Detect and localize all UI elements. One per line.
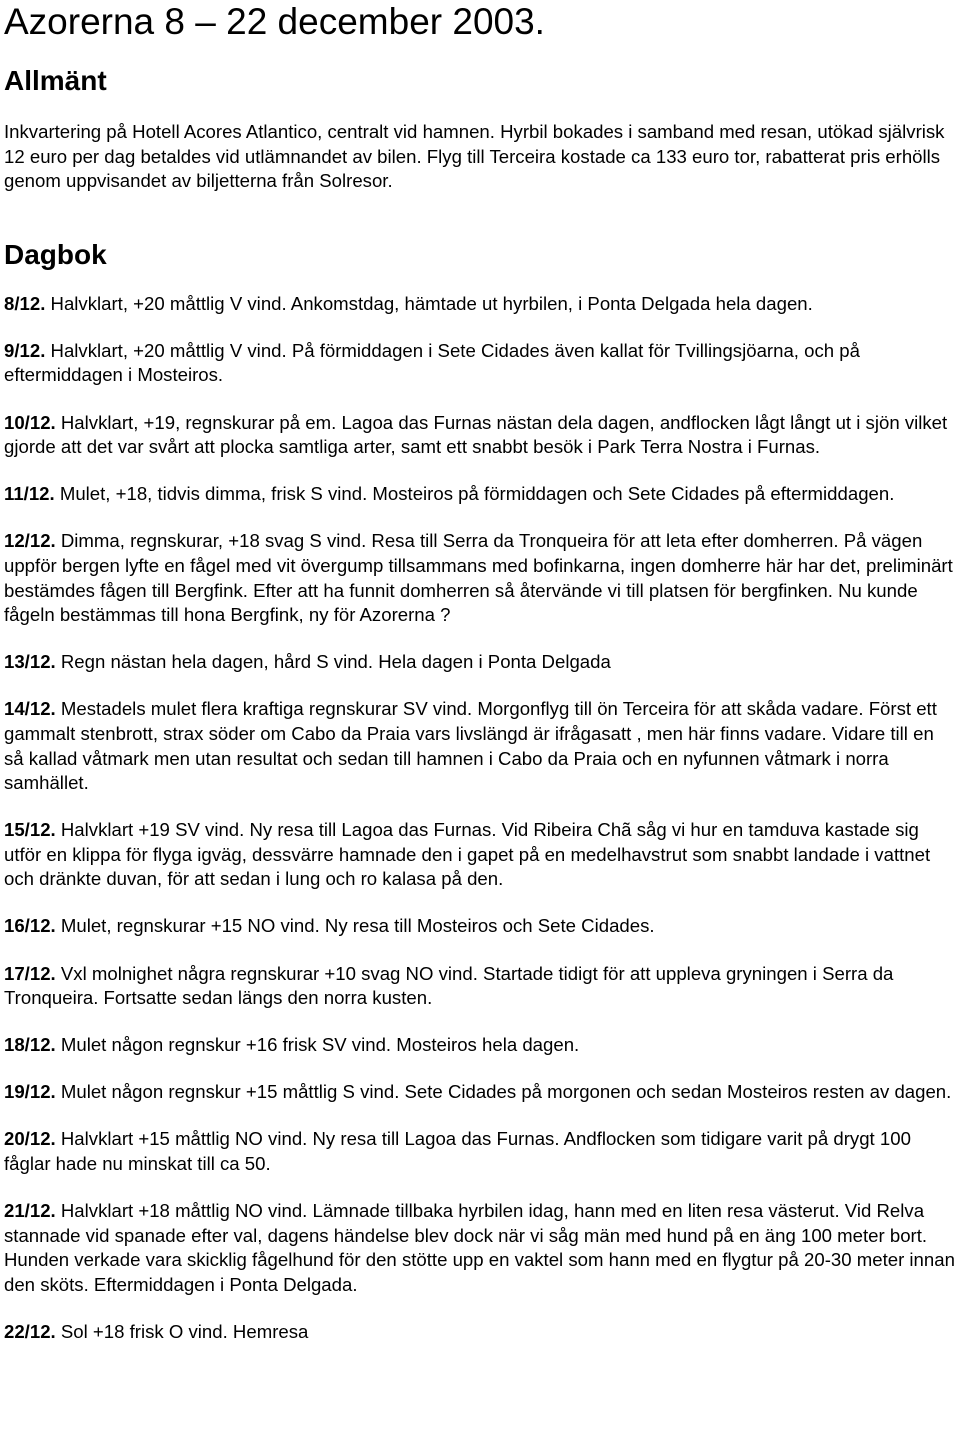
entry-date: 8/12. [4, 292, 46, 314]
entry-date: 18/12. [4, 1034, 56, 1056]
entry-text: Vxl molnighet några regnskurar +10 svag NO vind. Startade tidigt för att uppleva gryningen i Serra da Tronqueira. Fortsatte sedan längs den norra kusten. [4, 962, 894, 1009]
entry-date: 14/12. [4, 698, 56, 720]
entry-date: 19/12. [4, 1081, 56, 1103]
diary-entry [4, 697, 956, 795]
entry-text: Halvklart, +19, regnskurar på em. Lagoa das Furnas nästan dela dagen, andflocken lågt långt ut i sjön vilket gjorde att det var svårt att plocka samtliga arter, samt ett snabbt besök i Park Terra Nostra i Furnas. [4, 411, 948, 458]
entry-date: 13/12. [4, 651, 56, 673]
entry-text: Halvklart +19 SV vind. Ny resa till Lagoa das Furnas. Vid Ribeira Chã såg vi hur en tamduva kastade sig utför en klippa för flyga igväg, dessvärre hamnade den i gapet på en medelhavstrut som snabbt landade i vattnet och dränkte duvan, för att sedan i lung och ro kalasa på den. [4, 819, 931, 890]
entry-text: Mulet någon regnskur +16 frisk SV vind. Mosteiros hela dagen. [55, 1034, 580, 1056]
diary-entry [4, 1033, 956, 1058]
entry-text: Mulet, +18, tidvis dimma, frisk S vind. Mosteiros på förmiddagen och Sete Cidades på eftermiddagen. [54, 483, 895, 505]
section-heading-diary: Dagbok [4, 238, 107, 270]
entry-date: 16/12. [4, 915, 56, 937]
entry-text: Mestadels mulet flera kraftiga regnskurar SV vind. Morgonflyg till ön Terceira för att skåda vadare. Först ett gammalt stenbrott, strax söder om Cabo da Praia vars livslängd är ifrågasatt , men här finns vadare. Vidare till en så kallad våtmark men utan resultat och sedan till hamnen i Cabo da Praia och en nyfunnen våtmark i norra samhället. [4, 698, 937, 794]
diary-entry [4, 482, 956, 507]
entry-text: Mulet någon regnskur +15 måttlig S vind. Sete Cidades på morgonen och sedan Mosteiros resten av dagen. [55, 1081, 952, 1103]
diary-entry [4, 529, 956, 627]
diary-entry [4, 339, 956, 388]
entry-text: Dimma, regnskurar, +18 svag S vind. Resa till Serra da Tronqueira för att leta efter domherren. På vägen uppför bergen lyfte en fågel med vit övergump tillsammans med bofinkarna, ingen domherre här har det, preliminärt bestämdes fågen till Bergfink. Efter att ha funnit domherren så återvände vi till platsen för bergfinken. Nu kunde fågeln bestämmas till hona Bergfink, ny för Azorerna ? [4, 530, 953, 626]
diary-entry [4, 411, 956, 460]
diary-entry [4, 292, 956, 317]
entry-text: Halvklart, +20 måttlig V vind. På förmiddagen i Sete Cidades även kallat för Tvillingsjöarna, och på eftermiddagen i Mosteiros. [4, 339, 860, 386]
diary-entry [4, 1080, 956, 1105]
entry-date: 9/12. [4, 339, 46, 361]
general-paragraph: Inkvartering på Hotell Acores Atlantico, centralt vid hamnen. Hyrbil bokades i samband med resan, utökad självrisk 12 euro per dag betaldes vid utlämnandet av bilen. Flyg till Terceira kostade ca 133 euro tor, rabatterat pris erhölls genom uppvisandet av biljetterna från Solresor. [4, 121, 945, 192]
entry-text: Halvklart +18 måttlig NO vind. Lämnade tillbaka hyrbilen idag, hann med en liten resa västerut. Vid Relva stannade vid spanade efter val, dagens händelse blev dock när vi såg män med hund på en äng 100 meter bort. Hunden verkade vara skicklig fågelhund för den stötte upp en vaktel som hann med en flygtur på 20-30 meter innan den sköts. Eftermiddagen i Ponta Delgada. [4, 1200, 955, 1295]
entry-date: 21/12. [4, 1200, 56, 1222]
entry-text: Halvklart +15 måttlig NO vind. Ny resa till Lagoa das Furnas. Andflocken som tidigare varit på drygt 100 fåglar hade nu minskat till ca 50. [4, 1128, 911, 1175]
entry-text: Regn nästan hela dagen, hård S vind. Hela dagen i Ponta Delgada [55, 651, 611, 673]
document-page [4, 0, 956, 1367]
document-title: Azorerna 8 – 22 december 2003. [4, 1, 545, 42]
entry-date: 22/12. [4, 1321, 56, 1342]
entry-date: 12/12. [4, 530, 56, 552]
entry-text: Mulet, regnskurar +15 NO vind. Ny resa till Mosteiros och Sete Cidades. [55, 915, 655, 937]
diary-entries [4, 292, 956, 1345]
diary-entry [4, 1320, 956, 1345]
entry-date: 15/12. [4, 819, 56, 841]
section-heading-general: Allmänt [4, 65, 107, 96]
diary-entry [4, 962, 956, 1011]
entry-date: 20/12. [4, 1128, 56, 1150]
entry-text: Sol +18 frisk O vind. Hemresa [55, 1321, 309, 1342]
entry-date: 10/12. [4, 411, 56, 433]
diary-entry [4, 1127, 956, 1176]
diary-entry [4, 818, 956, 892]
diary-entry [4, 650, 956, 675]
diary-entry [4, 914, 956, 939]
diary-entry [4, 1199, 956, 1297]
entry-date: 11/12. [4, 483, 55, 505]
entry-date: 17/12. [4, 962, 56, 984]
entry-text: Halvklart, +20 måttlig V vind. Ankomstdag, hämtade ut hyrbilen, i Ponta Delgada hela dagen. [45, 292, 813, 314]
